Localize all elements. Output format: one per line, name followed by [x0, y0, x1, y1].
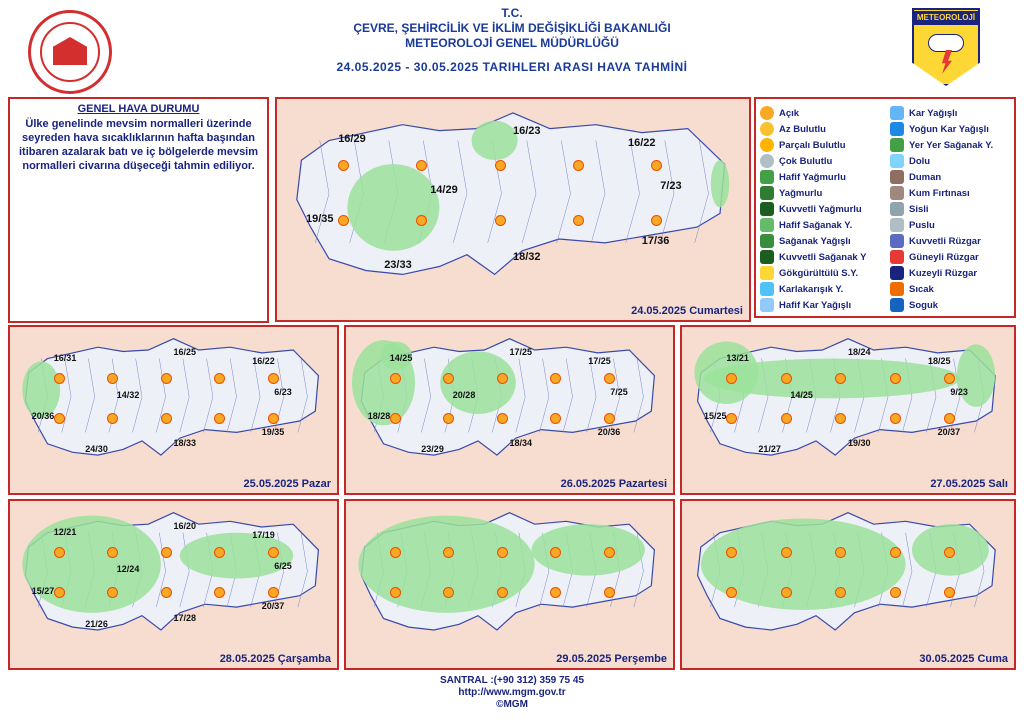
weather-legend: [754, 97, 1016, 318]
weather-symbol-icon: [760, 170, 774, 184]
temperature-label: 13/21: [726, 352, 749, 363]
sun-icon: [390, 413, 401, 424]
sun-icon: [497, 547, 508, 558]
temperature-label: 16/31: [53, 352, 77, 363]
legend-label: Duman: [909, 171, 942, 183]
logo-text: METEOROLOJİ: [914, 11, 978, 25]
weather-symbol-icon: [760, 234, 774, 248]
legend-label: Kuvvetli Sağanak Y: [779, 251, 867, 263]
panel-date: 28.05.2025 Çarşamba: [219, 653, 331, 665]
legend-item: [890, 265, 1020, 281]
temperature-label: 7/23: [660, 179, 682, 192]
temperature-label: 14/25: [790, 389, 813, 400]
legend-label: Dolu: [909, 155, 931, 167]
legend-label: Sisli: [909, 203, 929, 215]
legend-label: Çok Bulutlu: [779, 155, 833, 167]
legend-label: Soguk: [909, 299, 939, 311]
weather-symbol-icon: [890, 234, 904, 248]
legend-item: [760, 265, 890, 281]
weather-symbol-icon: [890, 106, 904, 120]
weather-symbol-icon: [890, 170, 904, 184]
sun-icon: [443, 413, 454, 424]
temperature-label: 21/27: [758, 443, 781, 454]
forecast-panel-day-4: [680, 325, 1016, 495]
sun-icon: [890, 413, 901, 424]
legend-label: Az Bulutlu: [779, 123, 826, 135]
legend-item: [890, 249, 1020, 265]
turkey-map: [682, 501, 1014, 668]
sun-icon: [781, 413, 792, 424]
legend-item: [760, 297, 890, 313]
legend-item: [890, 153, 1020, 169]
temperature-label: 16/20: [173, 521, 197, 532]
sun-icon: [390, 587, 401, 598]
legend-item: [760, 153, 890, 169]
temperature-label: 14/29: [430, 183, 458, 196]
temperature-label: 20/28: [452, 389, 476, 400]
panel-date: 27.05.2025 Salı: [930, 478, 1008, 490]
legend-label: Hafif Sağanak Y.: [779, 219, 853, 231]
temperature-label: 18/32: [513, 250, 541, 263]
legend-label: Yoğun Kar Yağışlı: [909, 123, 989, 135]
weather-symbol-icon: [890, 186, 904, 200]
legend-item: [890, 137, 1020, 153]
panel-date: 26.05.2025 Pazartesi: [560, 478, 667, 490]
sun-icon: [604, 547, 615, 558]
weather-symbol-icon: [760, 186, 774, 200]
weather-symbol-icon: [890, 138, 904, 152]
legend-item: [890, 297, 1020, 313]
legend-label: Hafif Yağmurlu: [779, 171, 846, 183]
legend-label: Kuzeyli Rüzgar: [909, 267, 978, 279]
legend-label: Kar Yağışlı: [909, 107, 958, 119]
sun-icon: [944, 547, 955, 558]
general-text: Ülke genelinde mevsim normalleri üzerinde seyreden hava sıcaklıklarının hafta başından itibaren azalarak batı ve iç bölgelerde mevsim normalleri civarına düşeceği tahmin ediliyor.: [18, 118, 259, 172]
sun-icon: [497, 373, 508, 384]
temperature-label: 18/33: [173, 438, 197, 449]
temperature-label: 19/30: [848, 438, 871, 449]
temperature-label: 15/27: [31, 585, 55, 596]
general-weather-box: [8, 97, 269, 323]
panel-date: 29.05.2025 Perşembe: [556, 653, 667, 665]
weather-symbol-icon: [890, 202, 904, 216]
temperature-label: 18/25: [928, 355, 951, 366]
legend-item: [760, 201, 890, 217]
forecast-panel-day-2: [8, 325, 339, 495]
legend-label: Kuvvetli Rüzgar: [909, 235, 981, 247]
weather-symbol-icon: [890, 298, 904, 312]
sun-icon: [890, 587, 901, 598]
sun-icon: [390, 547, 401, 558]
temperature-label: 17/25: [509, 347, 533, 358]
footer-phone: SANTRAL :(+90 312) 359 75 45: [439, 675, 585, 686]
sun-icon: [944, 373, 955, 384]
sun-icon: [214, 413, 225, 424]
legend-label: Yağmurlu: [779, 187, 823, 199]
turkey-map: [346, 501, 673, 668]
sun-icon: [495, 160, 506, 171]
temperature-label: 14/25: [389, 352, 413, 363]
temperature-label: 20/37: [937, 426, 961, 437]
sun-icon: [54, 547, 65, 558]
weather-symbol-icon: [890, 250, 904, 264]
sun-icon: [161, 413, 172, 424]
sun-icon: [835, 373, 846, 384]
legend-label: Sağanak Yağışlı: [779, 235, 851, 247]
weather-symbol-icon: [760, 282, 774, 296]
general-title: GENEL HAVA DURUMU: [77, 103, 200, 115]
precipitation-area: [704, 359, 960, 399]
weather-symbol-icon: [760, 218, 774, 232]
sun-icon: [54, 587, 65, 598]
legend-label: Açık: [779, 107, 800, 119]
weather-symbol-icon: [760, 250, 774, 264]
sun-icon: [107, 413, 118, 424]
legend-item: [760, 217, 890, 233]
temperature-label: 12/21: [53, 527, 77, 538]
legend-item: [760, 137, 890, 153]
weather-symbol-icon: [890, 122, 904, 136]
forecast-panel-day-3: [344, 325, 675, 495]
sun-icon: [497, 587, 508, 598]
sun-icon: [161, 587, 172, 598]
legend-label: Güneyli Rüzgar: [909, 251, 979, 263]
forecast-panel-day-7: [680, 499, 1016, 670]
forecast-panel-day-1: [275, 97, 751, 322]
temperature-label: 20/37: [261, 601, 285, 612]
header-line-2: ÇEVRE, ŞEHİRCİLİK VE İKLİM DEĞİŞİKLİĞİ BAKANLIĞI: [353, 21, 671, 35]
sun-icon: [268, 373, 279, 384]
sun-icon: [890, 373, 901, 384]
temperature-label: 23/33: [384, 258, 412, 271]
weather-symbol-icon: [760, 106, 774, 120]
precipitation-area: [22, 361, 60, 418]
legend-item: [890, 233, 1020, 249]
sun-icon: [781, 547, 792, 558]
legend-label: Kuvvetli Yağmurlu: [779, 203, 862, 215]
precipitation-area: [532, 524, 645, 575]
temperature-label: 23/29: [421, 443, 444, 454]
sun-icon: [835, 413, 846, 424]
precipitation-area: [711, 160, 729, 207]
legend-item: [760, 169, 890, 185]
sun-icon: [390, 373, 401, 384]
sun-icon: [781, 373, 792, 384]
precipitation-area: [472, 121, 518, 160]
sun-icon: [268, 413, 279, 424]
weather-symbol-icon: [760, 298, 774, 312]
legend-item: [890, 169, 1020, 185]
forecast-panel-day-5: [8, 499, 339, 670]
weather-symbol-icon: [760, 138, 774, 152]
footer-url[interactable]: http://www.mgm.gov.tr: [458, 687, 566, 698]
panel-date: 30.05.2025 Cuma: [919, 653, 1008, 665]
sun-icon: [604, 413, 615, 424]
legend-item: [890, 121, 1020, 137]
sun-icon: [268, 587, 279, 598]
header-line-3: METEOROLOJİ GENEL MÜDÜRLÜĞÜ: [405, 36, 619, 50]
sun-icon: [944, 587, 955, 598]
legend-item: [890, 217, 1020, 233]
legend-item: [760, 121, 890, 137]
panel-date: 24.05.2025 Cumartesi: [631, 305, 743, 317]
legend-item: [890, 281, 1020, 297]
weather-symbol-icon: [890, 154, 904, 168]
sun-icon: [497, 413, 508, 424]
mgm-logo: [912, 8, 980, 86]
temperature-label: 14/32: [116, 389, 140, 400]
precipitation-area: [358, 516, 534, 613]
temperature-label: 6/25: [274, 561, 292, 572]
temperature-label: 16/29: [338, 132, 366, 145]
temperature-label: 6/23: [274, 386, 292, 397]
footer-copyright: ©MGM: [496, 699, 528, 710]
temperature-label: 9/23: [950, 386, 968, 397]
temperature-label: 17/36: [641, 235, 670, 248]
sun-icon: [573, 160, 584, 171]
precipitation-area: [957, 344, 995, 406]
sun-icon: [726, 413, 737, 424]
temperature-label: 19/35: [306, 213, 334, 226]
legend-label: Karlakarışık Y.: [779, 283, 844, 295]
precipitation-area: [22, 516, 161, 613]
weather-symbol-icon: [760, 122, 774, 136]
temperature-label: 16/25: [173, 347, 197, 358]
legend-label: Kum Fırtınası: [909, 187, 970, 199]
legend-item: [890, 185, 1020, 201]
temperature-label: 7/25: [610, 386, 628, 397]
weather-symbol-icon: [760, 266, 774, 280]
legend-item: [760, 233, 890, 249]
precipitation-area: [347, 164, 439, 251]
weather-symbol-icon: [890, 282, 904, 296]
temperature-label: 15/25: [704, 411, 727, 422]
temperature-label: 17/19: [252, 529, 275, 540]
sun-icon: [268, 547, 279, 558]
panel-date: 25.05.2025 Pazar: [243, 478, 331, 490]
temperature-label: 17/25: [588, 355, 611, 366]
weather-symbol-icon: [760, 202, 774, 216]
temperature-label: 24/30: [85, 443, 108, 454]
sun-icon: [944, 413, 955, 424]
legend-label: Yer Yer Sağanak Y.: [909, 139, 994, 151]
temperature-label: 16/23: [513, 124, 541, 137]
legend-label: Gökgürültülü S.Y.: [779, 267, 859, 279]
sun-icon: [604, 587, 615, 598]
legend-label: Puslu: [909, 219, 935, 231]
header-date-range: 24.05.2025 - 30.05.2025 TARIHLERI ARASI HAVA TAHMİNİ: [336, 60, 688, 74]
sun-icon: [604, 373, 615, 384]
temperature-label: 12/24: [116, 564, 140, 575]
sun-icon: [890, 547, 901, 558]
sun-icon: [54, 373, 65, 384]
sun-icon: [781, 587, 792, 598]
temperature-label: 21/26: [85, 618, 108, 629]
legend-label: Sıcak: [909, 283, 934, 295]
legend-item: [890, 105, 1020, 121]
page-header: [0, 6, 1024, 75]
header-line-1: T.C.: [501, 6, 523, 20]
temperature-label: 18/28: [367, 411, 391, 422]
temperature-label: 20/36: [31, 411, 55, 422]
temperature-label: 19/35: [261, 426, 285, 437]
legend-label: Parçalı Bulutlu: [779, 139, 846, 151]
sun-icon: [54, 413, 65, 424]
legend-item: [760, 281, 890, 297]
temperature-label: 17/28: [173, 612, 197, 623]
temperature-label: 18/24: [848, 347, 871, 358]
legend-item: [890, 201, 1020, 217]
temperature-label: 18/34: [509, 438, 533, 449]
legend-label: Hafif Kar Yağışlı: [779, 299, 852, 311]
weather-symbol-icon: [890, 266, 904, 280]
temperature-label: 16/22: [628, 136, 656, 149]
sun-icon: [550, 413, 561, 424]
legend-item: [760, 105, 890, 121]
legend-item: [760, 249, 890, 265]
weather-symbol-icon: [890, 218, 904, 232]
sun-icon: [161, 547, 172, 558]
sun-icon: [495, 215, 506, 226]
sun-icon: [161, 373, 172, 384]
forecast-panel-day-6: [344, 499, 675, 670]
page-footer: [0, 675, 1024, 711]
weather-symbol-icon: [760, 154, 774, 168]
temperature-label: 20/36: [597, 426, 621, 437]
legend-item: [760, 185, 890, 201]
temperature-label: 16/22: [252, 355, 275, 366]
